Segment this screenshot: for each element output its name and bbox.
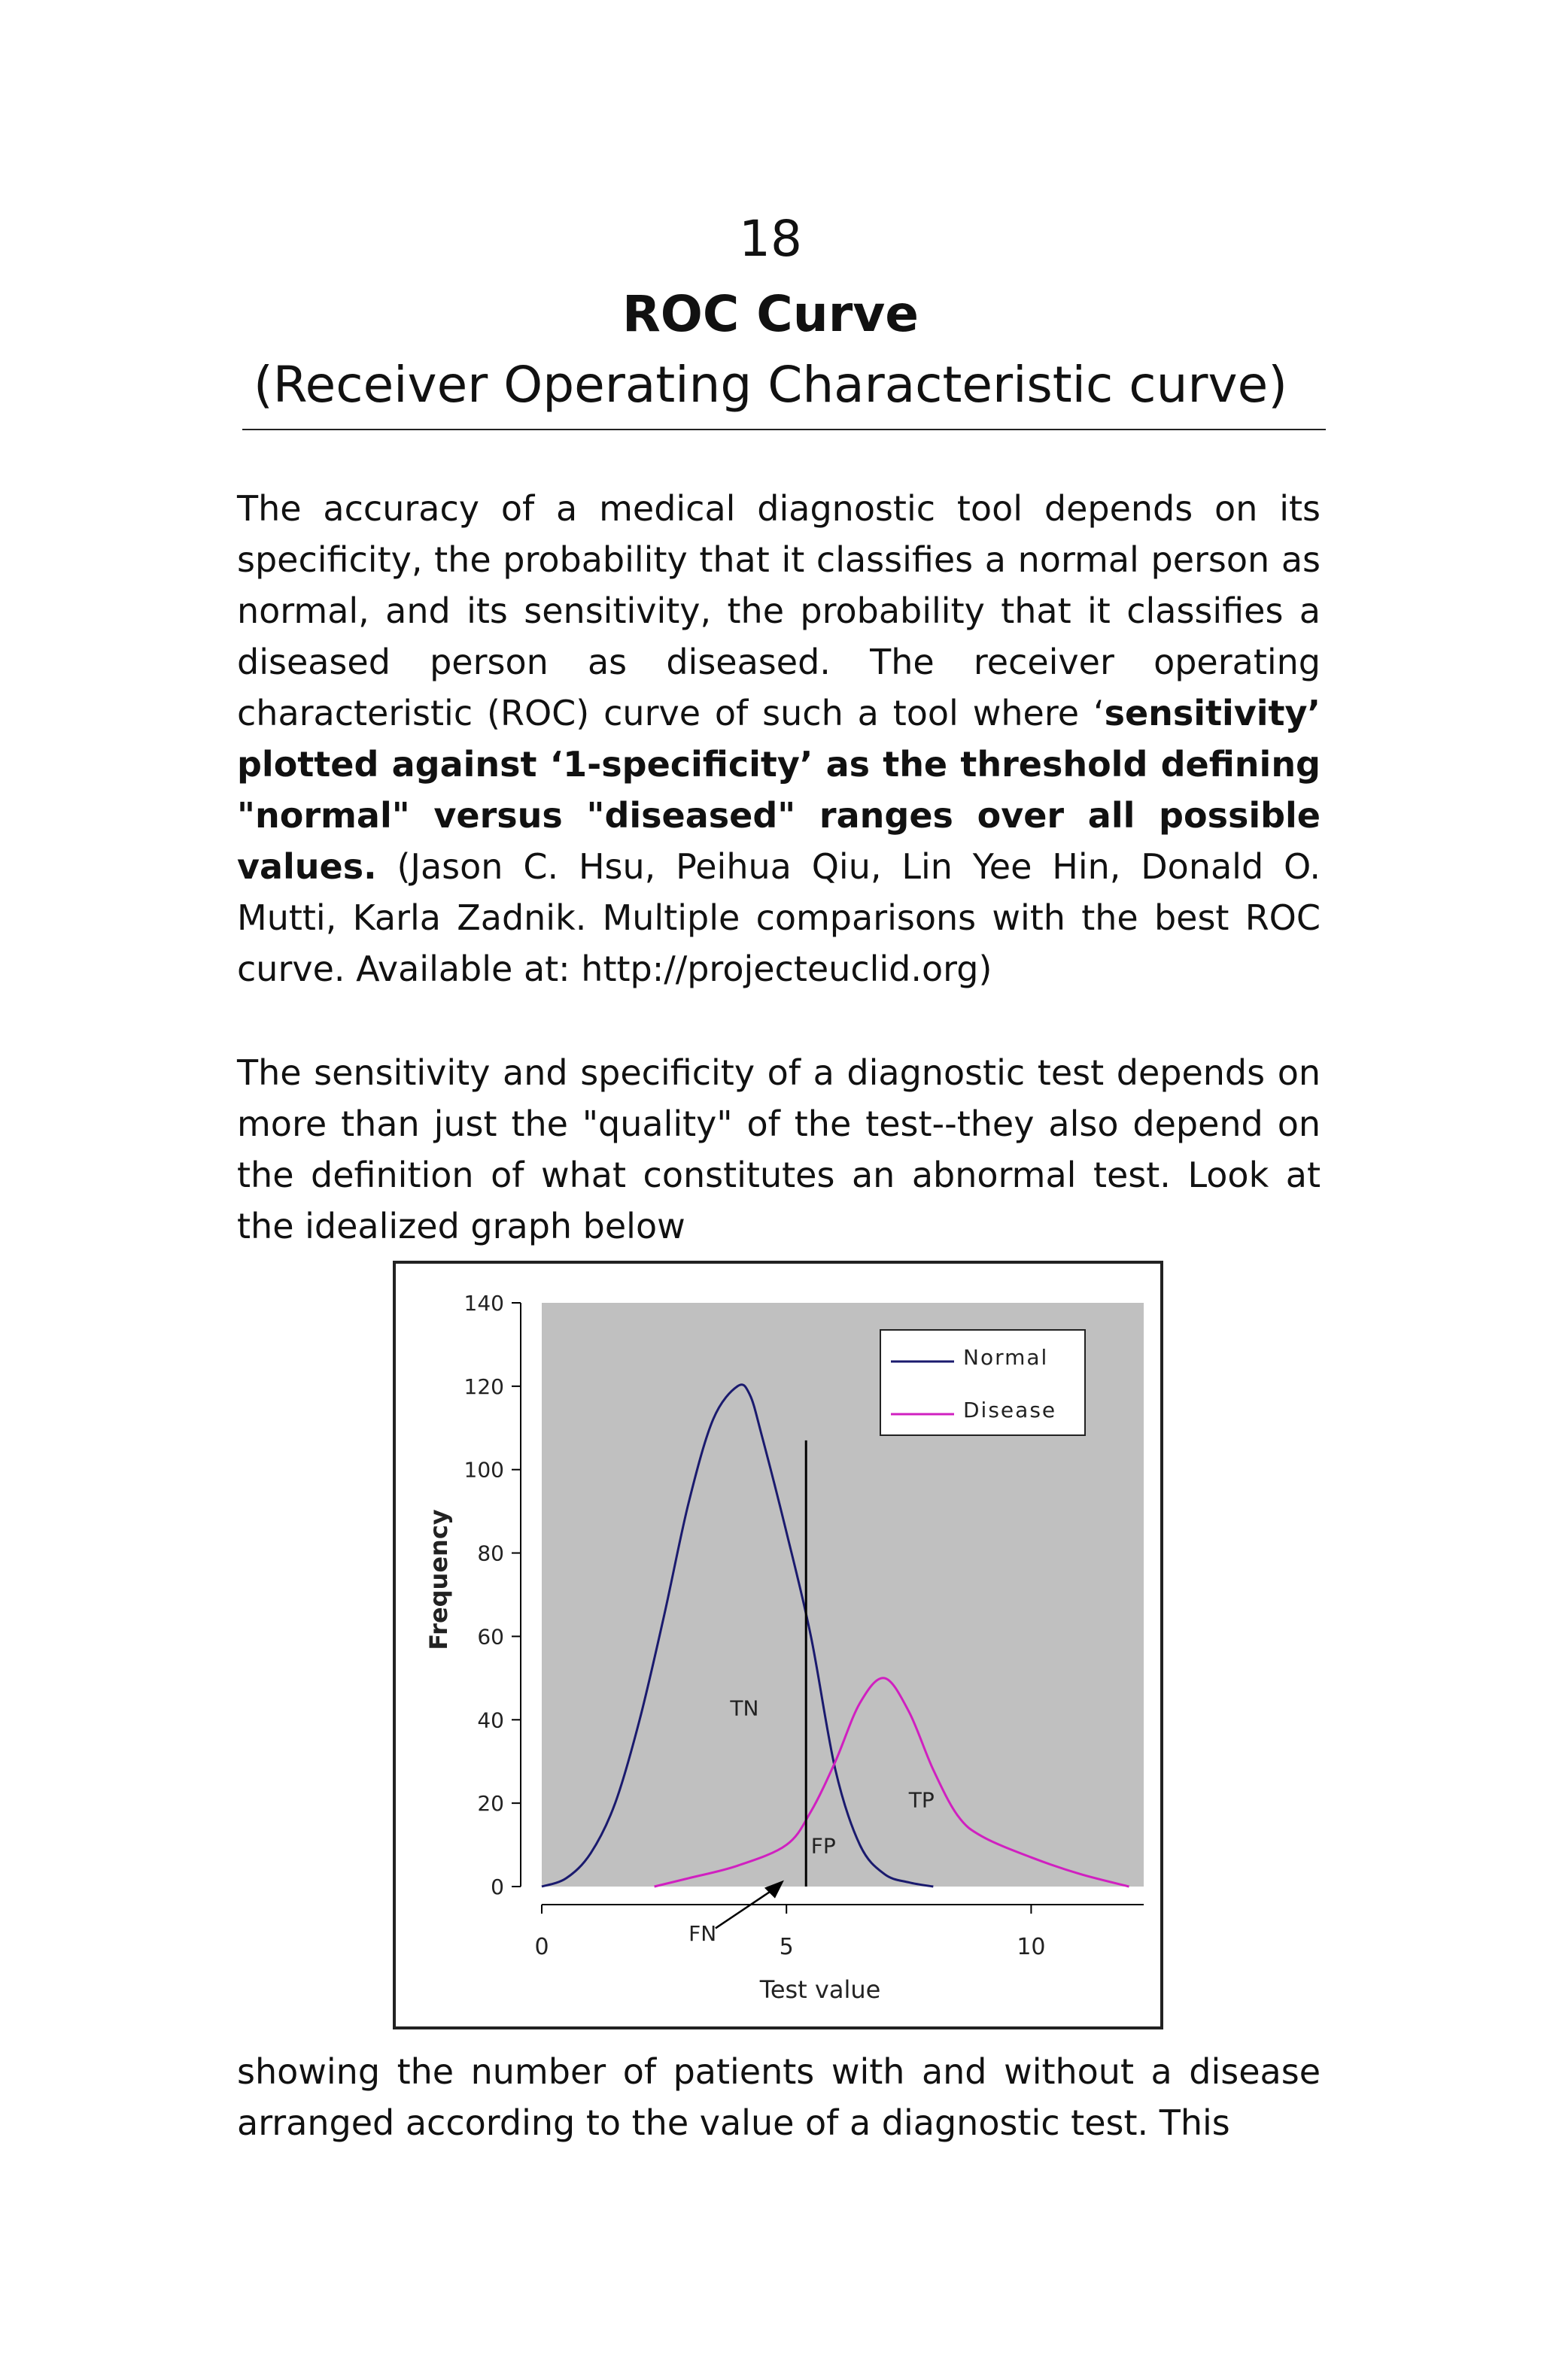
- y-tick-label: 40: [477, 1708, 504, 1733]
- y-axis-label: Frequency: [424, 1509, 453, 1650]
- y-tick-label: 20: [477, 1791, 504, 1817]
- annotation-fn: FN: [688, 1921, 717, 1947]
- page-subtitle: (Receiver Operating Characteristic curve): [254, 356, 1287, 414]
- annotation-fp: FP: [810, 1833, 836, 1859]
- paragraph-sensitivity: [237, 1047, 1321, 1252]
- x-tick-label: 5: [779, 1934, 794, 1960]
- legend-label-normal: Normal: [963, 1345, 1049, 1370]
- page-title: ROC Curve: [622, 285, 919, 343]
- annotation-tp: TP: [908, 1787, 935, 1813]
- citation-text: (Jason C. Hsu, Peihua Qiu, Lin Yee Hin, Donald O. Mutti, Karla Zadnik. Multiple comparisons with the best ROC curve. Available at: http://projecteuclid.org): [237, 846, 1321, 989]
- y-tick-label: 60: [477, 1624, 504, 1650]
- y-tick-label: 100: [464, 1457, 504, 1483]
- legend-label-disease: Disease: [963, 1398, 1057, 1422]
- x-tick-label: 10: [1017, 1934, 1046, 1960]
- y-tick-label: 140: [464, 1291, 504, 1316]
- paragraph-description: [237, 2046, 1321, 2148]
- frequency-chart-figure: [393, 1261, 1163, 2029]
- chapter-number: 18: [739, 210, 802, 268]
- x-axis-label: Test value: [759, 1975, 881, 2004]
- paragraph-text: The accuracy of a medical diagnostic tool depends on its specificity, the probability that it classifies a normal person as normal, and its sensitivity, the probability that it classifies a diseased person as diseased. The receiver operating characteristic (ROC) curve of such a tool where ‘: [237, 488, 1321, 733]
- paragraph-text: showing the number of patients with and without a disease arranged according to the value of a diagnostic test. This: [237, 2051, 1321, 2143]
- paragraph-text: The sensitivity and specificity of a diagnostic test depends on more than just the "quality" of the test--they also depend on the definition of what constitutes an abnormal test. Look at the idealized graph below: [237, 1052, 1321, 1246]
- bold-definition: sensitivity’ plotted against ‘1-specificity’ as the threshold defining "normal" versus "diseased" ranges over all possible values.: [237, 693, 1321, 887]
- y-tick-label: 0: [491, 1875, 504, 1899]
- y-tick-label: 80: [477, 1541, 504, 1566]
- frequency-chart: [393, 1261, 1163, 2029]
- title-divider: [242, 429, 1326, 430]
- x-tick-label: 0: [534, 1934, 549, 1960]
- annotation-tn: TN: [730, 1695, 759, 1721]
- paragraph-roc-definition: [237, 483, 1321, 994]
- y-tick-label: 120: [464, 1374, 504, 1399]
